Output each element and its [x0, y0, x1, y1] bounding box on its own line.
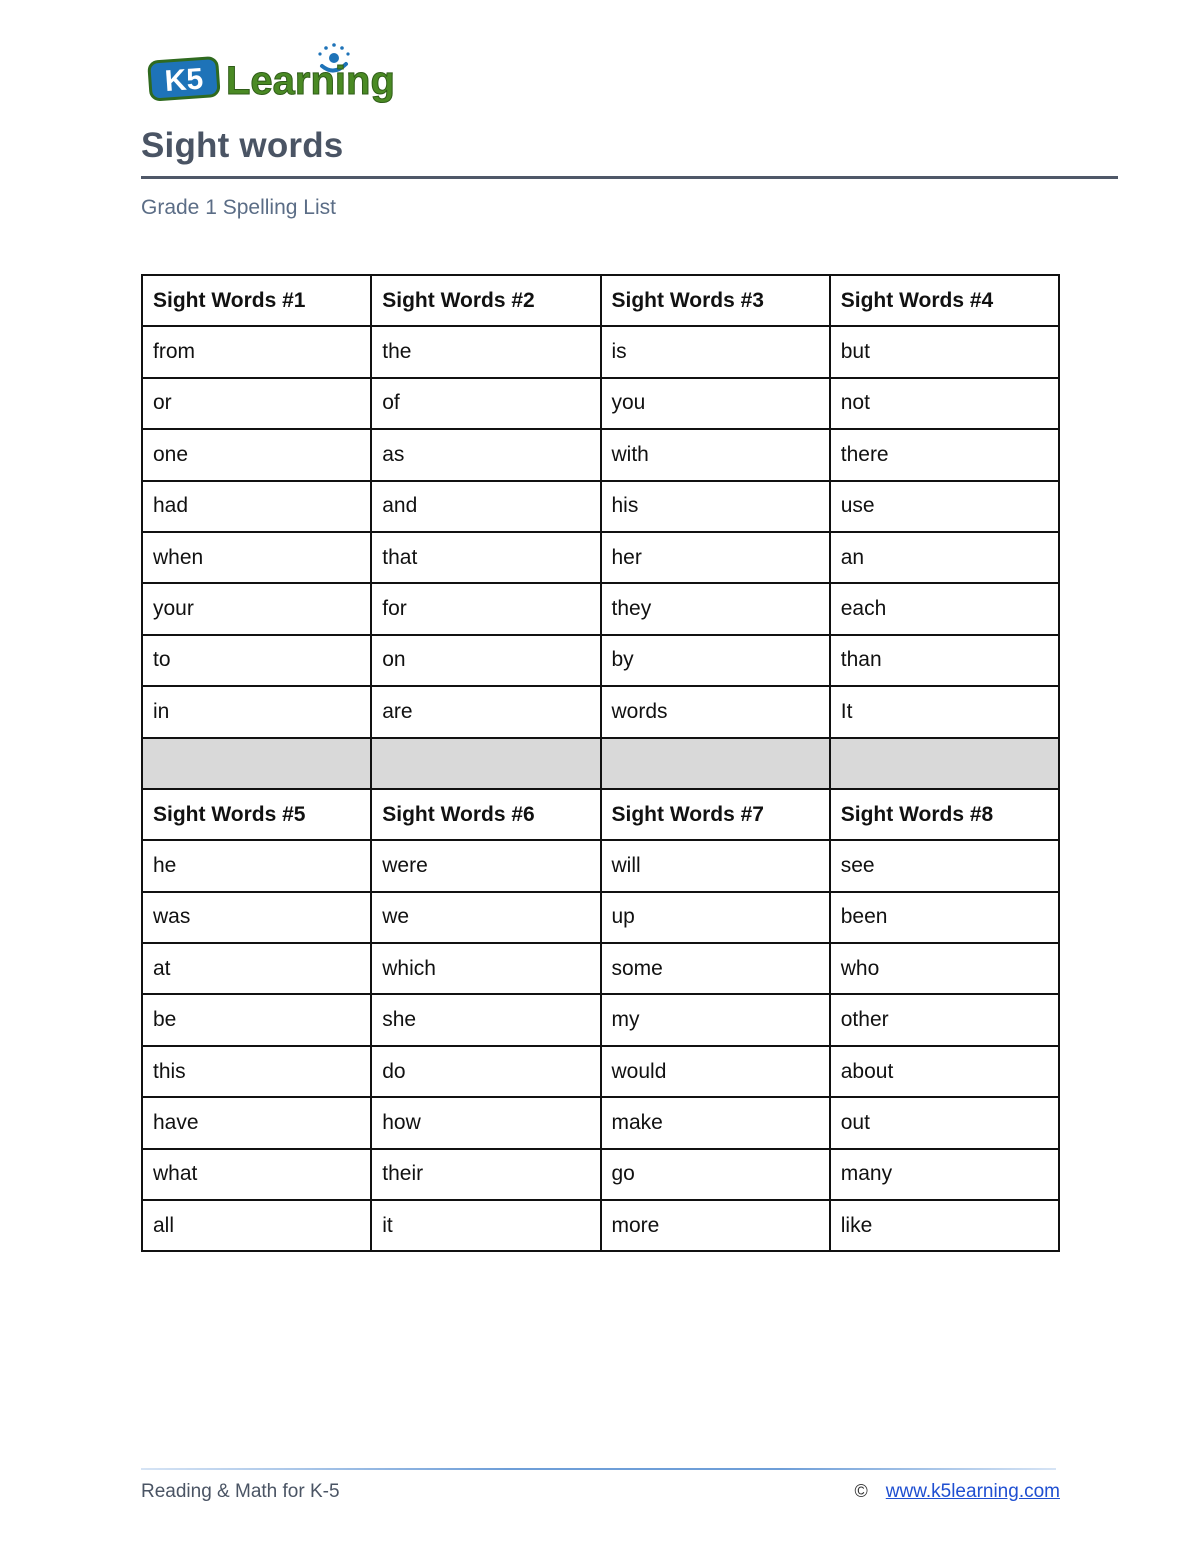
word-cell: his	[601, 481, 830, 532]
table-row	[142, 635, 1059, 686]
word-cell: with	[601, 429, 830, 480]
word-cell: see	[830, 840, 1059, 891]
word-cell: was	[142, 892, 371, 943]
table-row	[142, 994, 1059, 1045]
word-cell: but	[830, 326, 1059, 377]
word-cell: he	[142, 840, 371, 891]
page-title: Sight words	[141, 126, 344, 165]
table-row	[142, 1097, 1059, 1148]
word-cell: one	[142, 429, 371, 480]
table-header-row	[142, 275, 1059, 326]
word-cell: would	[601, 1046, 830, 1097]
word-cell: how	[371, 1097, 600, 1148]
table-row	[142, 1046, 1059, 1097]
word-cell: for	[371, 583, 600, 634]
footer-copyright	[854, 1481, 1060, 1503]
table-row	[142, 892, 1059, 943]
page-subtitle: Grade 1 Spelling List	[141, 196, 336, 219]
word-cell: many	[830, 1149, 1059, 1200]
word-cell: what	[142, 1149, 371, 1200]
word-cell: on	[371, 635, 600, 686]
column-header: Sight Words #2	[371, 275, 600, 326]
table-row	[142, 1200, 1059, 1251]
word-cell: more	[601, 1200, 830, 1251]
word-cell: go	[601, 1149, 830, 1200]
separator-cell	[142, 738, 371, 789]
website-link[interactable]: www.k5learning.com	[885, 1481, 1060, 1502]
word-cell: like	[830, 1200, 1059, 1251]
table-header-row	[142, 789, 1059, 840]
word-cell: she	[371, 994, 600, 1045]
word-cell: which	[371, 943, 600, 994]
word-cell: as	[371, 429, 600, 480]
word-cell: had	[142, 481, 371, 532]
word-cell: than	[830, 635, 1059, 686]
column-header: Sight Words #4	[830, 275, 1059, 326]
word-cell: at	[142, 943, 371, 994]
word-cell: of	[371, 378, 600, 429]
k5-learning-logo	[146, 42, 398, 106]
table-row	[142, 326, 1059, 377]
word-cell: been	[830, 892, 1059, 943]
word-cell: is	[601, 326, 830, 377]
word-cell: from	[142, 326, 371, 377]
word-cell: all	[142, 1200, 371, 1251]
column-header: Sight Words #1	[142, 275, 371, 326]
word-cell: the	[371, 326, 600, 377]
word-cell: there	[830, 429, 1059, 480]
word-cell: out	[830, 1097, 1059, 1148]
table-row	[142, 378, 1059, 429]
sight-words-table	[141, 274, 1060, 1252]
logo-k5-text: K5	[163, 62, 205, 99]
word-cell: It	[830, 686, 1059, 737]
column-header: Sight Words #7	[601, 789, 830, 840]
column-header: Sight Words #8	[830, 789, 1059, 840]
word-cell: this	[142, 1046, 371, 1097]
separator-cell	[371, 738, 600, 789]
table-row	[142, 1149, 1059, 1200]
word-cell: will	[601, 840, 830, 891]
copyright-symbol: ©	[854, 1481, 868, 1501]
word-cell: about	[830, 1046, 1059, 1097]
word-cell: or	[142, 378, 371, 429]
column-header: Sight Words #6	[371, 789, 600, 840]
word-cell: who	[830, 943, 1059, 994]
title-divider	[141, 176, 1118, 179]
word-cell: up	[601, 892, 830, 943]
word-cell: that	[371, 532, 600, 583]
separator-cell	[830, 738, 1059, 789]
word-cell: your	[142, 583, 371, 634]
word-cell: are	[371, 686, 600, 737]
word-cell: be	[142, 994, 371, 1045]
table-row	[142, 481, 1059, 532]
table-row	[142, 943, 1059, 994]
word-cell: to	[142, 635, 371, 686]
word-cell: each	[830, 583, 1059, 634]
word-cell: some	[601, 943, 830, 994]
word-cell: we	[371, 892, 600, 943]
word-cell: when	[142, 532, 371, 583]
separator-cell	[601, 738, 830, 789]
word-cell: make	[601, 1097, 830, 1148]
column-header: Sight Words #5	[142, 789, 371, 840]
table-row	[142, 686, 1059, 737]
table-row	[142, 583, 1059, 634]
word-cell: not	[830, 378, 1059, 429]
word-cell: words	[601, 686, 830, 737]
word-cell: her	[601, 532, 830, 583]
word-cell: you	[601, 378, 830, 429]
word-cell: by	[601, 635, 830, 686]
footer-divider	[141, 1468, 1056, 1470]
table-row	[142, 532, 1059, 583]
word-cell: use	[830, 481, 1059, 532]
word-cell: their	[371, 1149, 600, 1200]
word-cell: and	[371, 481, 600, 532]
word-cell: an	[830, 532, 1059, 583]
word-cell: do	[371, 1046, 600, 1097]
word-cell: have	[142, 1097, 371, 1148]
word-cell: my	[601, 994, 830, 1045]
table-row	[142, 429, 1059, 480]
column-header: Sight Words #3	[601, 275, 830, 326]
word-cell: they	[601, 583, 830, 634]
footer-tagline: Reading & Math for K-5	[141, 1481, 340, 1502]
separator-row	[142, 738, 1059, 789]
word-cell: were	[371, 840, 600, 891]
table-row	[142, 840, 1059, 891]
word-cell: other	[830, 994, 1059, 1045]
word-cell: in	[142, 686, 371, 737]
word-cell: it	[371, 1200, 600, 1251]
logo-brand-text: Learning	[226, 59, 395, 103]
